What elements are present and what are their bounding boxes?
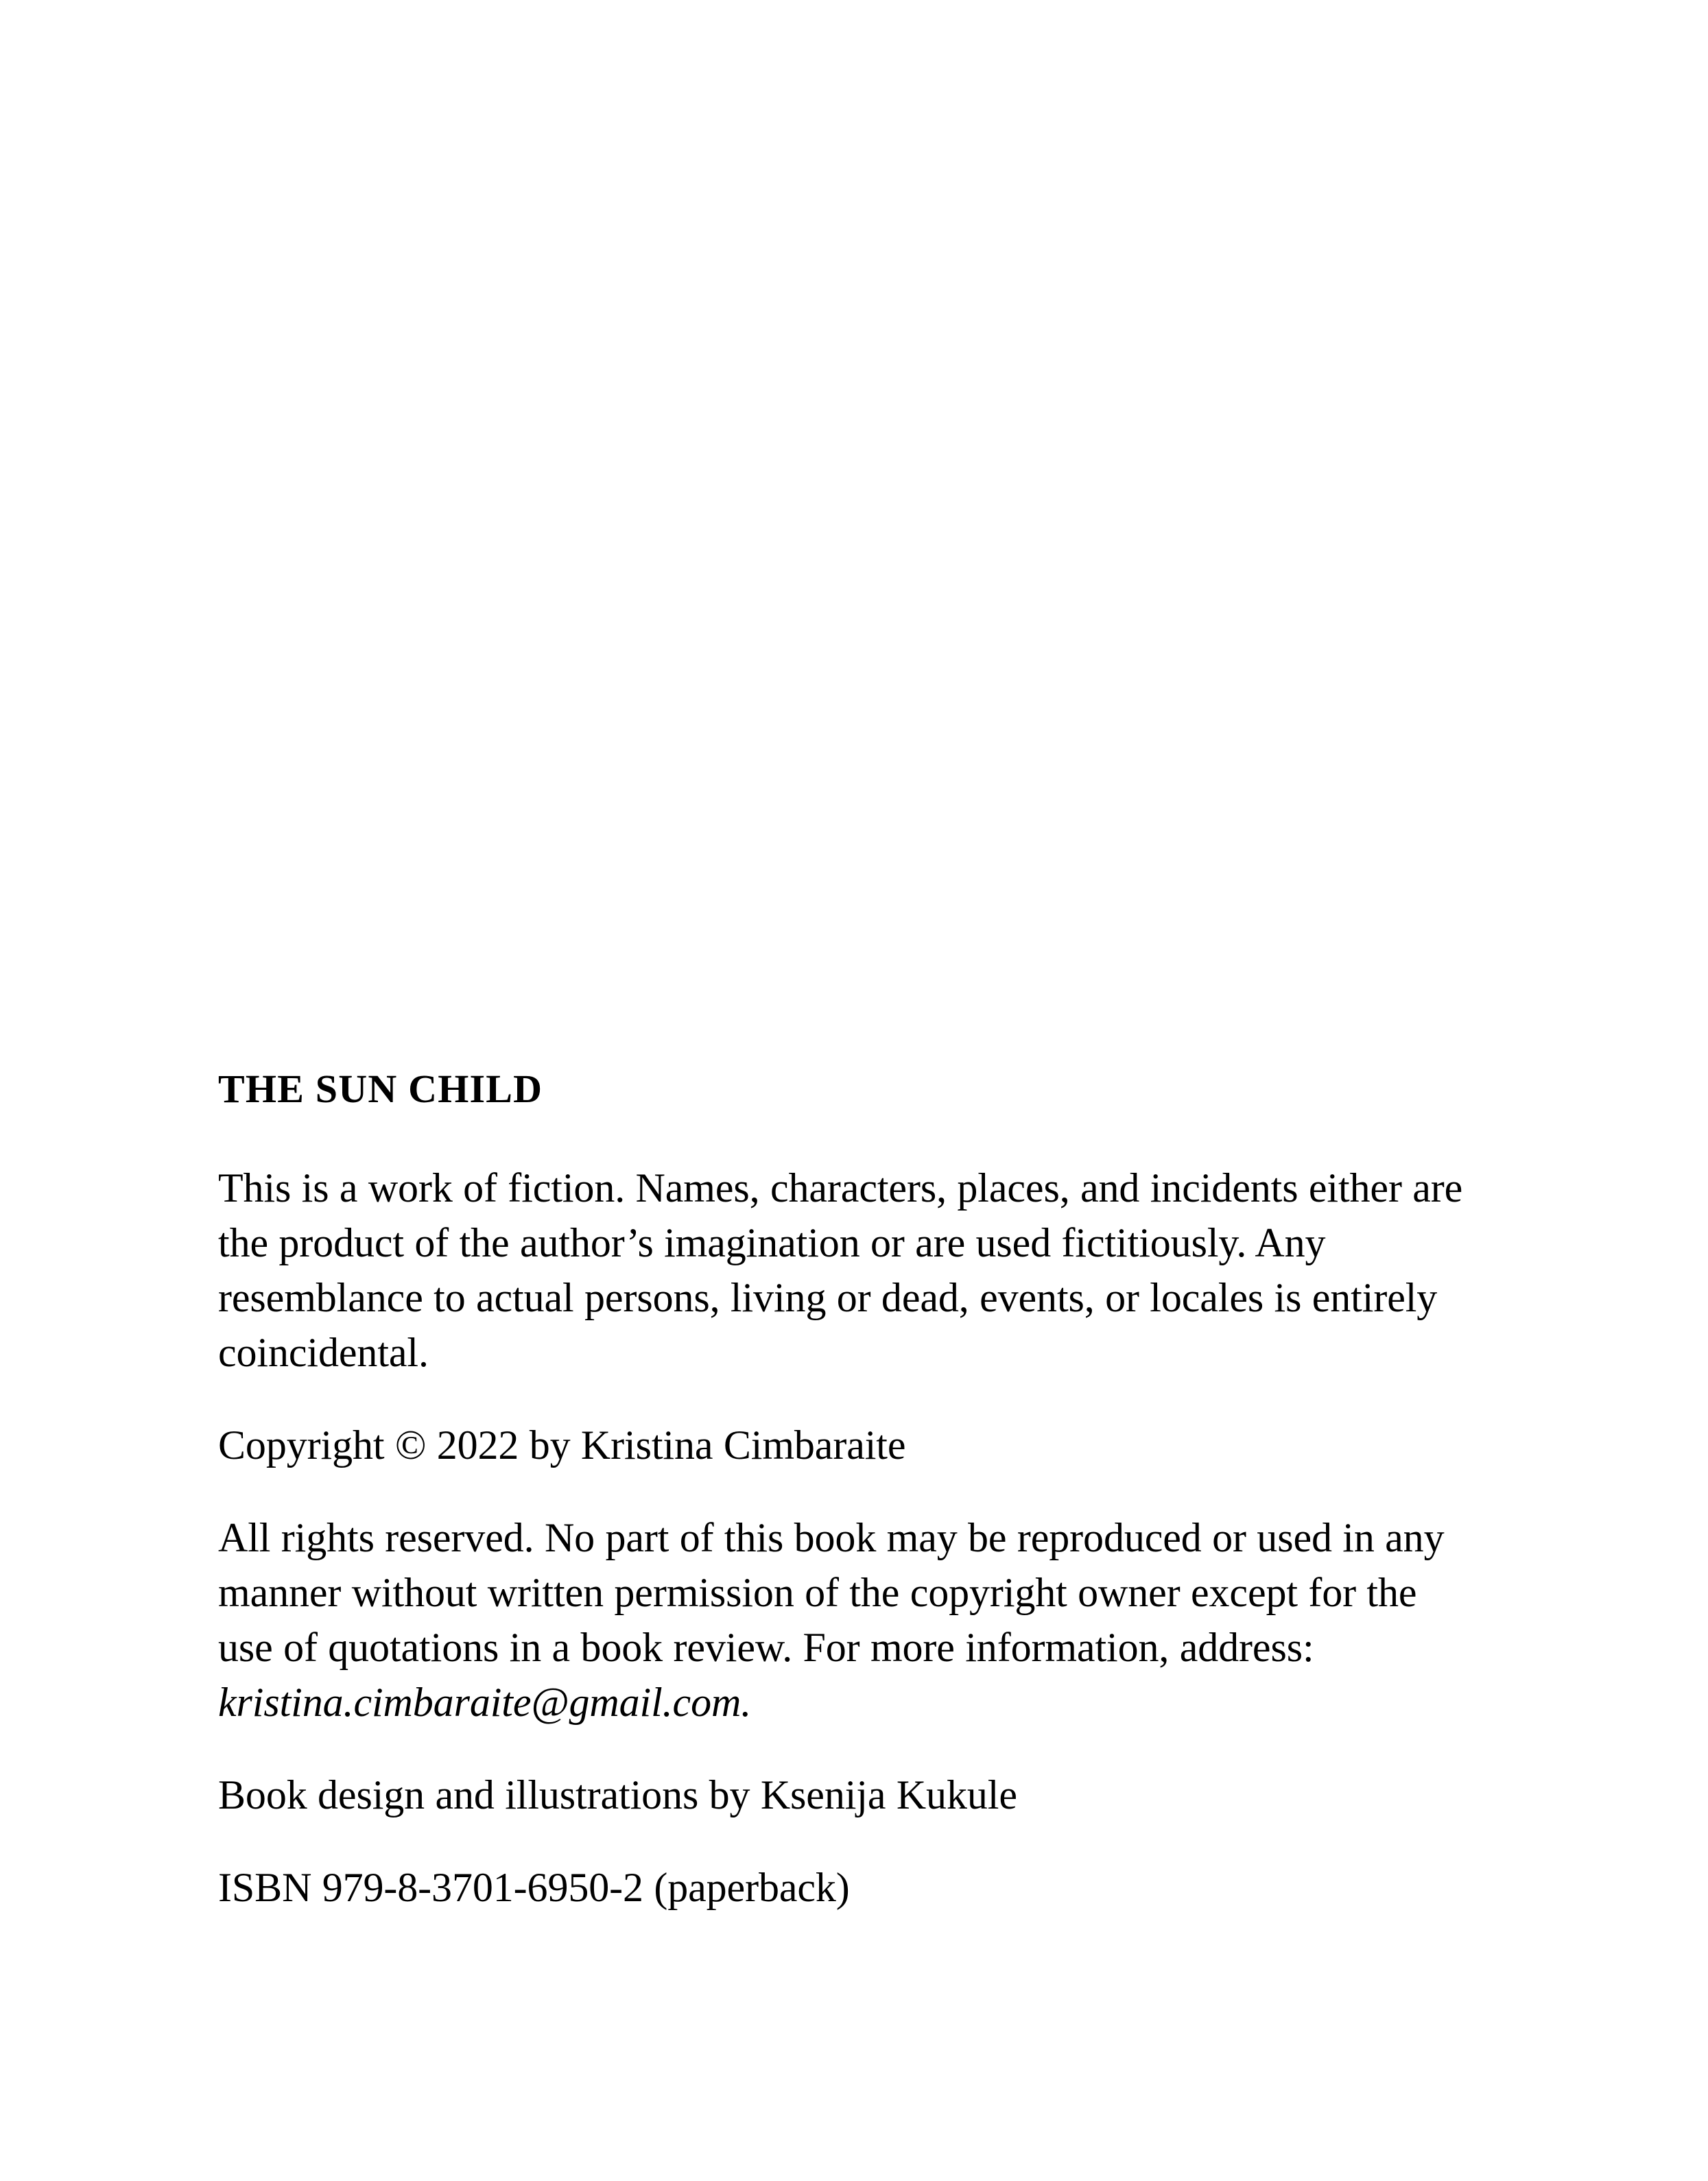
book-title: THE SUN CHILD (218, 1066, 543, 1111)
contact-email: kristina.cimbaraite@gmail.com. (218, 1680, 752, 1725)
isbn-line: ISBN 979-8-3701-6950-2 (paperback) (218, 1865, 850, 1910)
copyright-text-block (218, 1064, 1467, 1915)
design-credit-line: Book design and illustrations by Ksenija Kukule (218, 1772, 1017, 1818)
copyright-notice-line: Copyright © 2022 by Kristina Cimbaraite (218, 1422, 906, 1468)
fiction-disclaimer-paragraph: This is a work of fiction. Names, characters, places, and incidents either are the product of the author’s imagination or are used fictitiously. Any resemblance to actual persons, living or dead, events, or locales is entirely coincidental. (218, 1165, 1463, 1375)
rights-reserved-text: All rights reserved. No part of this book may be reproduced or used in any manner without written permission of the copyright owner except for the use of quotations in a book review. For more information, address: (218, 1515, 1445, 1670)
rights-reserved-paragraph (218, 1510, 1467, 1730)
